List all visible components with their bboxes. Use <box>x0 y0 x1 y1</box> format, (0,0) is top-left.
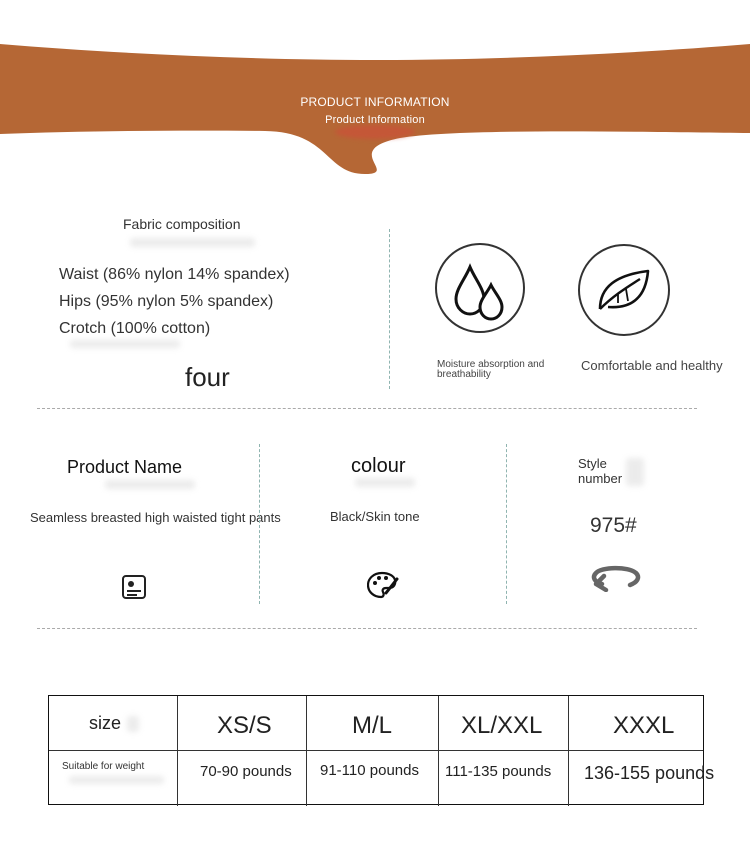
size-row-label: size <box>89 713 122 733</box>
size-xs-s: XS/S <box>217 712 272 739</box>
style-value: 975# <box>590 514 637 537</box>
feature-label-moisture: Moisture absorption and breathability <box>437 359 545 380</box>
palette-icon <box>367 571 399 599</box>
feature-label-comfort: Comfortable and healthy <box>581 358 723 373</box>
leaf-icon <box>578 243 670 337</box>
size-xl-xxl: XL/XXL <box>461 712 543 739</box>
size-m-l: M/L <box>352 712 393 739</box>
water-drops-icon <box>435 243 525 333</box>
size-table <box>48 695 715 805</box>
colour-heading: colour <box>351 455 406 477</box>
divider-vertical-2 <box>259 444 260 604</box>
colour-value: Black/Skin tone <box>330 509 420 524</box>
weight-row-label: Suitable for weight <box>62 761 145 772</box>
size-xxxl: XXXL <box>613 712 675 739</box>
divider-horizontal-2 <box>37 628 697 629</box>
product-name-value: Seamless breasted high waisted tight pants <box>30 510 281 525</box>
rotate-arrow-icon <box>590 562 642 592</box>
divider-vertical <box>389 229 390 389</box>
id-card-icon <box>121 574 147 600</box>
header-subtitle: Product Information <box>325 114 425 126</box>
weight-xs-s: 70-90 pounds <box>200 763 292 780</box>
weight-xl-xxl: 111-135 pounds <box>445 763 552 780</box>
divider-vertical-3 <box>506 444 507 604</box>
weight-m-l: 91-110 pounds <box>320 762 419 779</box>
product-name-heading: Product Name <box>67 457 183 477</box>
fabric-heading: Fabric composition <box>123 216 241 232</box>
fabric-line-waist: Waist (86% nylon 14% spandex) <box>59 266 290 283</box>
fabric-note: four <box>185 362 230 392</box>
header-banner <box>0 0 750 180</box>
style-heading: Style number <box>578 456 623 486</box>
fabric-line-crotch: Crotch (100% cotton) <box>59 320 211 337</box>
fabric-line-hips: Hips (95% nylon 5% spandex) <box>59 293 274 310</box>
divider-horizontal-1 <box>37 408 697 409</box>
weight-xxxl: 136-155 pounds <box>584 763 715 783</box>
header-title: PRODUCT INFORMATION <box>300 95 450 109</box>
